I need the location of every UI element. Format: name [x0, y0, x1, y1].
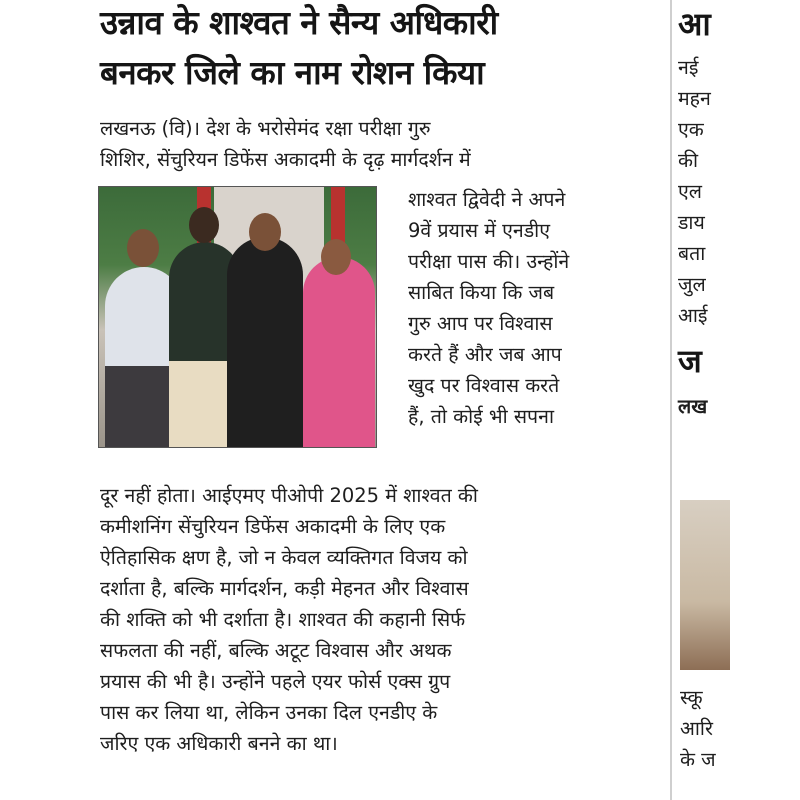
body-line: प्रयास की भी है। उन्होंने पहले एयर फोर्स एक्स ग्रुप [100, 670, 451, 693]
side-line: करते हैं और जब आप [408, 343, 562, 366]
body-line: जरिए एक अधिकारी बनने का था। [100, 732, 338, 755]
photo-head-3 [249, 213, 281, 251]
body-line: दर्शाता है, बल्कि मार्गदर्शन, कड़ी मेहनत और विश्वास [100, 577, 469, 600]
photo-head-1 [127, 229, 159, 267]
adjacent-dateline: लख [678, 395, 708, 418]
adjacent-article-column [670, 0, 730, 800]
adjacent-line: की [678, 149, 699, 172]
article-photo [98, 186, 377, 448]
photo-head-4 [321, 239, 351, 275]
photo-person-3 [227, 237, 303, 447]
main-article [98, 0, 658, 800]
headline-line-2: बनकर जिले का नाम रोशन किया [100, 53, 485, 92]
body-line: सफलता की नहीं, बल्कि अटूट विश्वास और अथक [100, 639, 452, 662]
intro-line: शिशिर, सेंचुरियन डिफेंस अकादमी के दृढ़ मार्गदर्शन में [100, 148, 471, 171]
adjacent-line: डाय [678, 211, 705, 234]
article-side-text [408, 184, 656, 432]
headline-line-1: उन्नाव के शाश्वत ने सैन्य अधिकारी [100, 3, 498, 42]
article-body [100, 480, 656, 759]
side-line: 9वें प्रयास में एनडीए [408, 219, 551, 242]
article-intro [100, 113, 656, 175]
body-line: दूर नहीं होता। आईएमए पीओपी 2025 में शाश्वत की [100, 484, 478, 507]
side-line: शाश्वत द्विवेदी ने अपने [408, 188, 566, 211]
side-line: खुद पर विश्वास करते [408, 374, 560, 397]
body-line: की शक्ति को भी दर्शाता है। शाश्वत की कहानी सिर्फ [100, 608, 466, 631]
body-line: ऐतिहासिक क्षण है, जो न केवल व्यक्तिगत विजय को [100, 546, 468, 569]
adjacent-line: एल [678, 180, 703, 203]
adjacent-subhead: ज [678, 342, 702, 380]
adjacent-headline: आ [678, 5, 711, 43]
adjacent-line: नई [678, 56, 699, 79]
intro-line: लखनऊ (वि)। देश के भरोसेमंद रक्षा परीक्षा गुरु [100, 117, 431, 140]
adjacent-line: जुल [678, 273, 706, 296]
adjacent-line: के ज [680, 748, 716, 771]
adjacent-photo [680, 500, 730, 670]
side-line: साबित किया कि जब [408, 281, 555, 304]
side-line: हैं, तो कोई भी सपना [408, 405, 555, 428]
article-headline [100, 0, 498, 98]
adjacent-line: आई [678, 304, 708, 327]
body-line: पास कर लिया था, लेकिन उनका दिल एनडीए के [100, 701, 438, 724]
adjacent-line: आरि [680, 717, 713, 740]
photo-person-4 [303, 257, 375, 447]
adjacent-line: बता [678, 242, 706, 265]
body-line: कमीशनिंग सेंचुरियन डिफेंस अकादमी के लिए एक [100, 515, 446, 538]
photo-head-2 [189, 207, 219, 243]
adjacent-line: स्कू [680, 686, 703, 709]
adjacent-line: महन [678, 87, 711, 110]
side-line: परीक्षा पास की। उन्होंने [408, 250, 570, 273]
side-line: गुरु आप पर विश्वास [408, 312, 553, 335]
adjacent-line: एक [678, 118, 704, 141]
